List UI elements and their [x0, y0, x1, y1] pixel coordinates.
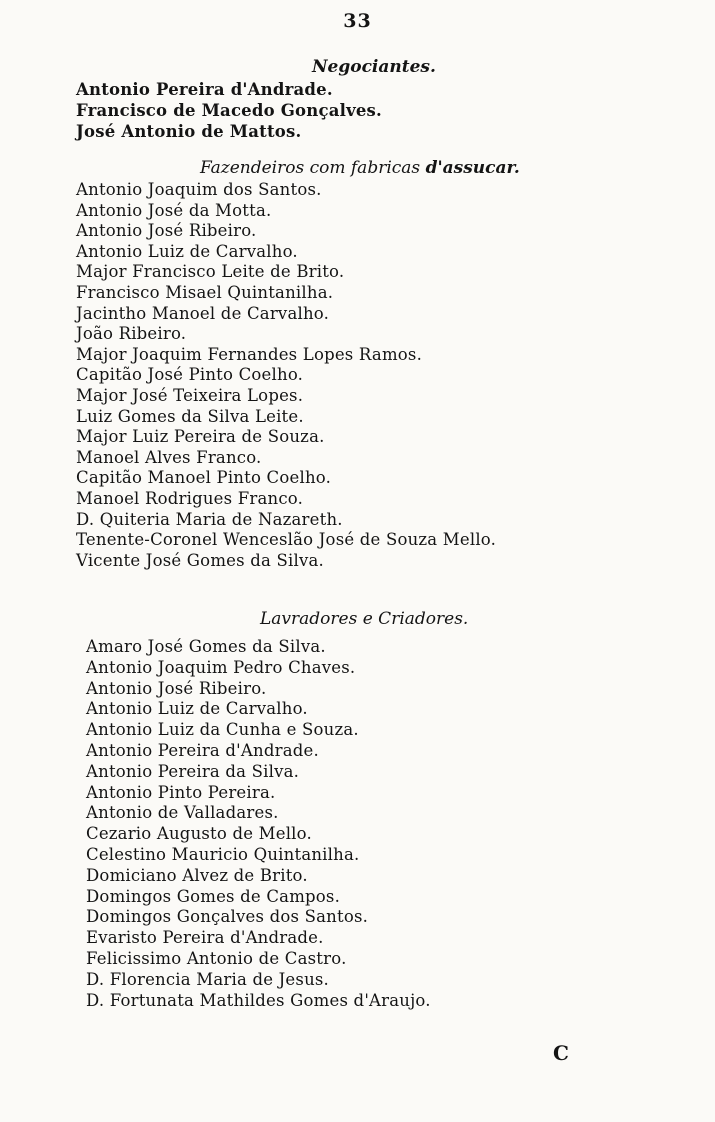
list-item: Antonio Luiz de Carvalho. [76, 241, 298, 261]
list-item: Vicente José Gomes da Silva. [76, 550, 324, 570]
heading-text: Fazendeiros com fabricas [200, 158, 421, 178]
section-heading: Negociantes. [312, 57, 436, 77]
name-list [76, 180, 636, 571]
list-item: Antonio Pinto Pereira. [86, 782, 276, 802]
list-item: Major Joaquim Fernandes Lopes Ramos. [76, 344, 423, 364]
section-negociantes [76, 55, 636, 142]
list-item: Antonio José Ribeiro. [86, 678, 267, 698]
list-item: Capitão Manoel Pinto Coelho. [76, 468, 332, 488]
name-list [76, 79, 636, 142]
list-item: Domiciano Alvez de Brito. [86, 865, 308, 885]
list-item: Antonio Joaquim dos Santos. [76, 180, 322, 199]
list-item: Major Francisco Leite de Brito. [76, 262, 345, 282]
list-item: Luiz Gomes da Silva Leite. [76, 406, 304, 426]
list-item: Domingos Gonçalves dos Santos. [86, 907, 369, 927]
list-item: Francisco Misael Quintanilha. [76, 282, 334, 302]
list-item: Jacintho Manoel de Carvalho. [76, 303, 330, 323]
list-item: Antonio Pereira da Silva. [86, 761, 300, 781]
list-item: Antonio Pereira d'Andrade. [76, 80, 333, 99]
list-item: Manoel Rodrigues Franco. [76, 488, 304, 508]
list-item: João Ribeiro. [76, 324, 187, 344]
list-item: Capitão José Pinto Coelho. [76, 365, 304, 385]
list-item: Antonio José da Motta. [76, 200, 272, 220]
section-lavradores [86, 607, 646, 1011]
list-item: Major José Teixeira Lopes. [76, 385, 304, 405]
section-heading [200, 156, 636, 180]
list-item: Felicissimo Antonio de Castro. [86, 948, 347, 968]
section-fazendeiros [76, 156, 636, 571]
list-item: Antonio Pereira d'Andrade. [86, 740, 319, 760]
list-item: Antonio Joaquim Pedro Chaves. [86, 657, 356, 677]
list-item: D. Florencia Maria de Jesus. [86, 969, 330, 989]
list-item: Antonio Luiz da Cunha e Souza. [86, 720, 359, 740]
heading-tail: d'assucar. [425, 158, 520, 178]
page-number: 33 [343, 10, 372, 32]
list-item: Amaro José Gomes da Silva. [86, 637, 326, 656]
list-item: Manoel Alves Franco. [76, 447, 262, 467]
list-item: D. Fortunata Mathildes Gomes d'Araujo. [86, 990, 431, 1010]
list-item: Cezario Augusto de Mello. [86, 824, 312, 844]
list-item: Tenente-Coronel Wenceslão José de Souza Mello. [76, 530, 497, 550]
list-item: Antonio de Valladares. [86, 803, 279, 823]
list-item: Antonio Luiz de Carvalho. [86, 699, 308, 719]
signature-mark: C [553, 1041, 569, 1065]
name-list [86, 637, 646, 1011]
list-item: Celestino Mauricio Quintanilha. [86, 844, 360, 864]
list-item: José Antonio de Mattos. [76, 122, 302, 141]
list-item: Evaristo Pereira d'Andrade. [86, 928, 324, 948]
list-item: Domingos Gomes de Campos. [86, 886, 341, 906]
list-item: Antonio José Ribeiro. [76, 221, 257, 241]
list-item: Major Luiz Pereira de Souza. [76, 427, 325, 447]
list-item: Francisco de Macedo Gonçalves. [76, 101, 382, 120]
section-heading: Lavradores e Criadores. [260, 609, 469, 629]
list-item: D. Quiteria Maria de Nazareth. [76, 509, 343, 529]
